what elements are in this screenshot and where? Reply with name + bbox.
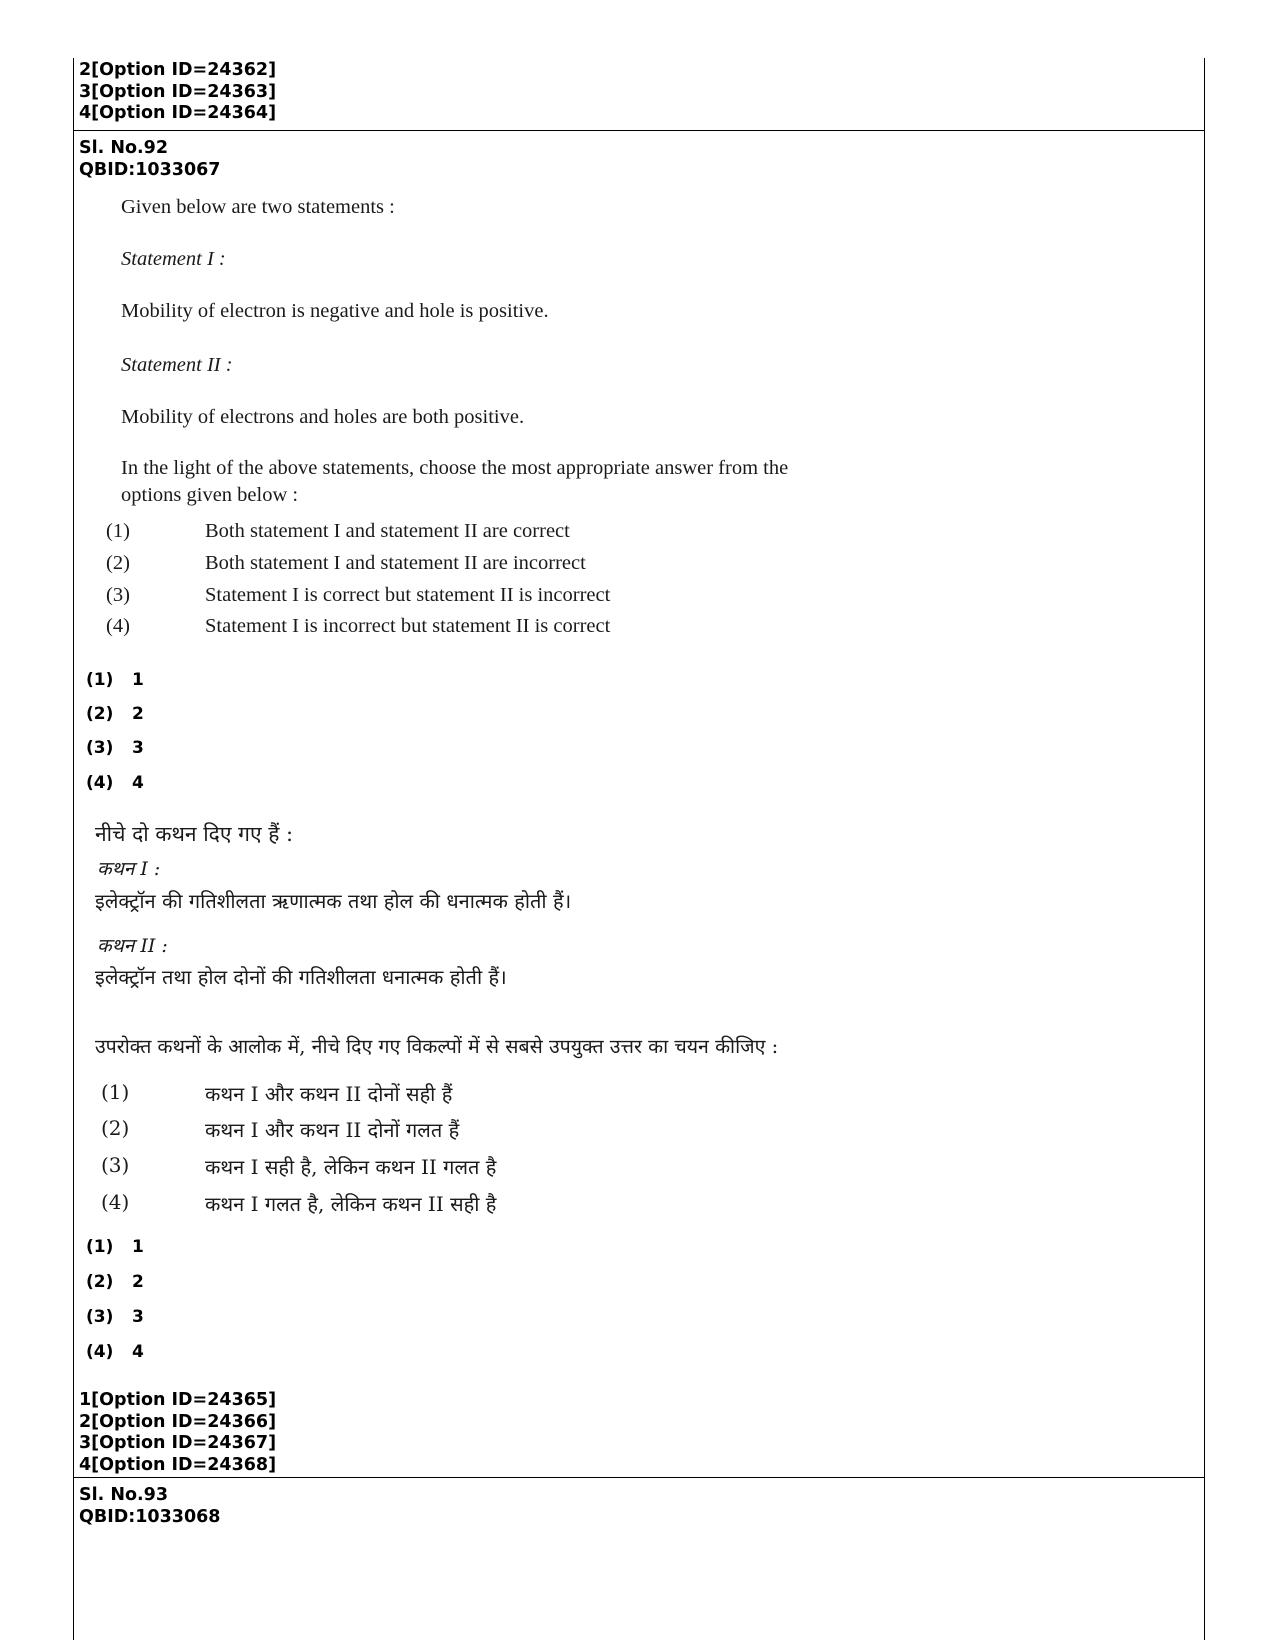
instruction-line-1: In the light of the above statements, choose the most appropriate answer from the (121, 457, 789, 479)
choice-text: कथन I और कथन II दोनों गलत हैं (205, 1118, 460, 1142)
qbid: QBID:1033067 (79, 159, 221, 180)
answer-option[interactable] (86, 1342, 144, 1362)
statement-1-label: Statement I : (121, 248, 226, 270)
statement-2-text: Mobility of electrons and holes are both positive. (121, 406, 525, 428)
answer-option-number: (3) (86, 1307, 114, 1327)
choice-number: (2) (101, 1116, 130, 1140)
instruction-line-2: options given below : (121, 484, 299, 506)
option-ids (79, 1390, 276, 1476)
choice-number: (1) (101, 1080, 130, 1104)
option-id: 2[Option ID=24366] (79, 1411, 277, 1432)
answer-option-value: 1 (132, 1237, 144, 1257)
choice-number: (3) (101, 1153, 130, 1177)
answer-option-number: (1) (86, 670, 114, 690)
option-id: 1[Option ID=24365] (79, 1390, 277, 1410)
answer-option[interactable] (86, 704, 144, 724)
answer-option-number: (4) (86, 773, 114, 793)
statement-2-label: Statement II : (121, 354, 233, 376)
option-id: 2[Option ID=24362] (79, 60, 277, 80)
question-header (79, 138, 221, 181)
qbid: QBID:1033068 (79, 1506, 221, 1527)
answer-option[interactable] (86, 1272, 144, 1292)
answer-option-value: 4 (132, 773, 144, 793)
statement-1-text: इलेक्ट्रॉन की गतिशीलता ऋणात्मक तथा होल की धनात्मक होती हैं। (95, 889, 572, 913)
answer-option-number: (1) (86, 1237, 114, 1257)
answer-option-value: 4 (132, 1342, 144, 1362)
question-header (79, 1485, 221, 1528)
option-id: 3[Option ID=24367] (79, 1433, 277, 1453)
answer-option[interactable] (86, 773, 144, 793)
answer-option-value: 3 (132, 1307, 144, 1327)
choice-number: (3) (106, 584, 130, 606)
choice-text: Both statement I and statement II are correct (205, 520, 570, 542)
answer-option-value: 2 (132, 1272, 144, 1292)
statement-2-label: कथन II : (97, 935, 168, 957)
option-id: 3[Option ID=24363] (79, 81, 277, 102)
answer-option-number: (3) (86, 738, 114, 758)
answer-option-number: (2) (86, 704, 114, 724)
choice-text: कथन I गलत है, लेकिन कथन II सही है (205, 1192, 497, 1216)
choice-number: (1) (106, 520, 130, 542)
answer-option-value: 1 (132, 670, 144, 690)
statement-1-label: कथन I : (97, 858, 161, 880)
choice-text: Both statement I and statement II are incorrect (205, 552, 586, 574)
choice-text: कथन I और कथन II दोनों सही हैं (205, 1082, 453, 1106)
top-option-ids (79, 60, 276, 125)
answer-option-number: (4) (86, 1342, 114, 1362)
answer-option-number: (2) (86, 1272, 114, 1292)
answer-option[interactable] (86, 1237, 144, 1257)
serial-number: Sl. No.92 (79, 138, 169, 158)
statement-1-text: Mobility of electron is negative and hole is positive. (121, 300, 549, 322)
answer-option-value: 2 (132, 704, 144, 724)
choice-text: कथन I सही है, लेकिन कथन II गलत है (205, 1155, 497, 1179)
choice-number: (2) (106, 552, 130, 574)
option-id: 4[Option ID=24368] (79, 1454, 277, 1475)
intro-text: Given below are two statements : (121, 196, 395, 218)
intro-text: नीचे दो कथन दिए गए हैं : (95, 822, 294, 846)
answer-option[interactable] (86, 738, 144, 758)
answer-option[interactable] (86, 1307, 144, 1327)
statement-2-text: इलेक्ट्रॉन तथा होल दोनों की गतिशीलता धनात्मक होती हैं। (95, 965, 507, 989)
divider (73, 1477, 1205, 1478)
choice-text: Statement I is correct but statement II is incorrect (205, 584, 611, 606)
divider (73, 130, 1205, 131)
serial-number: Sl. No.93 (79, 1485, 169, 1505)
choice-number: (4) (101, 1190, 130, 1214)
option-id: 4[Option ID=24364] (79, 103, 277, 123)
answer-option-value: 3 (132, 738, 144, 758)
instruction-text: उपरोक्त कथनों के आलोक में, नीचे दिए गए विकल्पों में से सबसे उपयुक्त उत्तर का चयन कीजिए : (95, 1035, 779, 1058)
choice-number: (4) (106, 615, 130, 637)
choice-text: Statement I is incorrect but statement II is correct (205, 615, 611, 637)
answer-option[interactable] (86, 670, 144, 690)
